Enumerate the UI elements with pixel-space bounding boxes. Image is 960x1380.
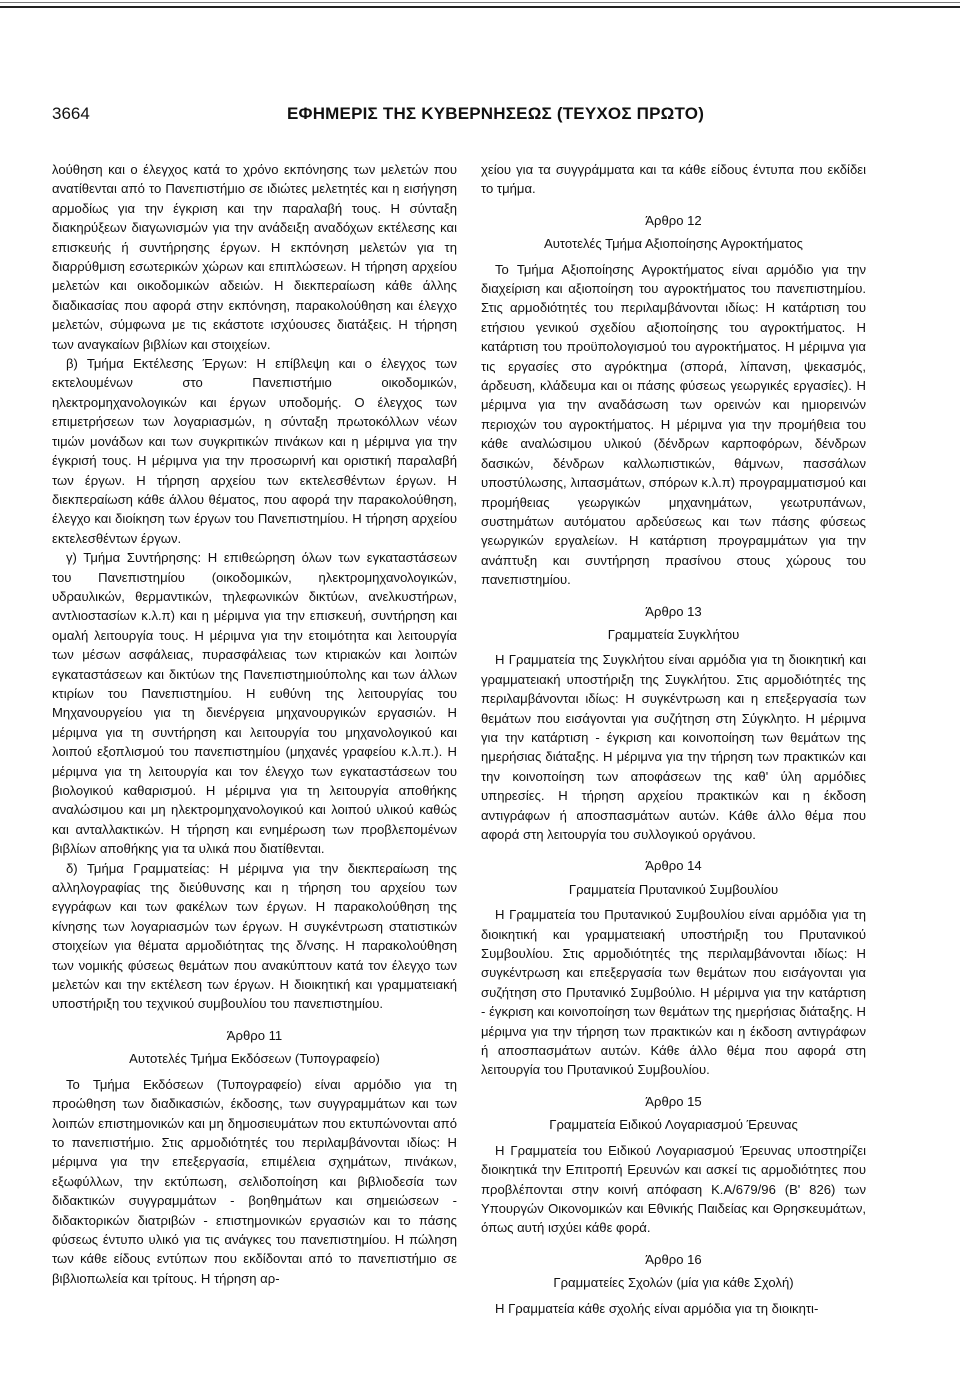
article-title: Γραμματεία Ειδικού Λογαριασμού Έρευνας — [549, 1117, 798, 1133]
article-title: Αυτοτελές Τμήμα Αξιοποίησης Αγροκτήματος — [544, 236, 803, 252]
article-heading: Άρθρο 16 — [645, 1251, 702, 1267]
right-column — [481, 160, 866, 1318]
paragraph: Η Γραμματεία του Πρυτανικού Συμβουλίου είναι αρμόδια για τη διοικητική και γραμματειακή υποστήριξη του Πρυτανικού Συμβουλίου. Στις αρμοδιότητές της περιλαμβάνονται ιδίως: Η συγκέντρωση και επεξεργασία των θεμάτων που εισάγονται για συζήτηση στο Πρυτανικό Συμβούλιο. Η μέριμνα για την κατάρτιση - έγκριση και κοινοποίηση των θεμάτων της ημερήσιας διάταξης. Η μέριμνα για την τήρηση των πρακτικών και η έκδοση αντιγράφων ή αποσπασμάτων αυτών. Κάθε άλλο θέμα που αφορά στη λειτουργία του Πρυτανικού Συμβουλίου. — [481, 907, 866, 1078]
paragraph: β) Τμήμα Εκτέλεσης Έργων: Η επίβλεψη και ο έλεγχος των εκτελουμένων στο Πανεπιστήμιο οικοδομικών, ηλεκτρομηχανολογικών και έργων υποδομής. Ο έλεγχος των επιμετρήσεων των λογαριασμών, η σύνταξη πρωτοκόλλων νέων τιμών μονάδων και των συγκριτικών πινάκων και η μέριμνα για την έγκρισή τους. Η μέριμνα για την προσωρινή και οριστική παραλαβή των έργων. Η τήρηση αρχείου των εκτελεσθέντων έργων. Η διεκπεραίωση κάθε άλλου θέματος, που αφορά την παρακολούθηση, έλεγχο και διοίκηση των έργων του Πανεπιστημίου. Η τήρηση αρχείου εκτελεσθέντων έργων. — [52, 356, 457, 546]
paragraph: χείου για τα συγγράμματα και τα κάθε είδους έντυπα που εκδίδει το τμήμα. — [481, 162, 866, 197]
article-heading: Άρθρο 12 — [645, 212, 702, 228]
left-column — [52, 160, 457, 1288]
article-title: Γραμματείες Σχολών (μία για κάθε Σχολή) — [553, 1275, 794, 1291]
article-heading: Άρθρο 14 — [645, 858, 702, 874]
article-heading: Άρθρο 13 — [645, 603, 702, 619]
page-header — [52, 104, 912, 134]
top-edge-line — [0, 2, 960, 3]
paragraph: λούθηση και ο έλεγχος κατά το χρόνο εκπόνησης των μελετών που ανατίθενται από το Πανεπιστήμιο σε ιδιώτες μελετητές και η εισήγηση αρμοδίως για την έγκριση και την παραλαβή τους. Η σύνταξη διακηρύξεων διαγωνισμών για την ανάδειξη αναδόχων εκτέλεσης και επισκευής ή συντήρησης έργων. Η εκπόνηση μελετών για τη διαρρύθμιση εσωτερικών χώρων και επιπλώσεων. Η τήρηση αρχείου μελετών και οικοδομικών αδειών. Η διεκπεραίωση κάθε άλλης διαδικασίας που αφορά στην εκπόνηση, παρακολούθηση και έλεγχο μελετών, σύμφωνα με τις εκάστοτε ισχύουσες διατάξεις. Η τήρηση των αναγκαίων βιβλίων και στοιχείων. — [52, 162, 457, 352]
page-number: 3664 — [52, 104, 90, 123]
running-title: ΕΦΗΜΕΡΙΣ ΤΗΣ ΚΥΒΕΡΝΗΣΕΩΣ (ΤΕΥΧΟΣ ΠΡΩΤΟ) — [287, 104, 705, 123]
article-heading: Άρθρο 11 — [226, 1027, 283, 1043]
paragraph: Το Τμήμα Αξιοποίησης Αγροκτήματος είναι αρμόδιο για την διαχείριση και αξιοποίηση του αγροκτήματος του πανεπιστημίου. Στις αρμοδιότητές του περιλαμβάνονται ιδίως: Η κατάρτιση του ετήσιου γενικού σχεδίου αξιοποίησης του αγροκτήματος. Η κατάρτιση του προϋπολογισμού του αγροκτήματος. Η μέριμνα για τις εργασίες στο αγρόκτημα (σπορά, λίπανση, ψεκασμός, άρδευση, κλάδευμα και οι πάσης φύσεως γεωργικές εργασίες). Η μέριμνα για την αναδάσωση των ορεινών και ημιορεινών περιοχών του αγροκτήματος. Η μέριμνα για την προμήθεια του κάθε αναλώσιμου υλικού (δένδρων καρποφόρων, δένδρων δασικών, δένδρων καλλωπιστικών, θάμνων, πασσάλων υποστύλωσης, λιπασμάτων, σπόρων κ.λ.π) προγραμματισμού και προμήθειας γεωργικών μηχανημάτων, γεωτρυπάνων, συστημάτων αυτόματου αρδεύσεως και των πάσης φύσεως γεωργικών εργαλείων. Η κατάρτιση προγραμμάτων για την ανάπτυξη και συντήρηση πρασίνου στους χώρους του πανεπιστημίου. — [481, 261, 866, 588]
paragraph: Η Γραμματεία του Ειδικού Λογαριασμού Έρευνας υποστηρίζει διοικητικά την Επιτροπή Ερευνών και ασκεί τις αρμοδιότητες που προβλέπονται στην κοινή απόφαση Κ.Α/679/96 (Β' 826) των Υπουργών Οικονομικών και Εθνικής Παιδείας και Θρησκευμάτων, όπως αυτή ισχύει κάθε φορά. — [481, 1142, 866, 1236]
top-rule — [0, 6, 960, 8]
paragraph: γ) Τμήμα Συντήρησης: Η επιθεώρηση όλων των εγκαταστάσεων του Πανεπιστημίου (οικοδομικών, ηλεκτρομηχανολογικών, υδραυλικών, θερμαντικών, τηλεφωνικών δικτύων, ανελκυστήρων, αντλιοστασίων κ.λ.π) και η μέριμνα για την επισκευή, συντήρηση και ομαλή λειτουργία τους. Η μέριμνα για την ετοιμότητα και λειτουργία των μέσων ασφάλειας, πυρασφάλειας των κτιριακών και λοιπών εγκαταστάσεων και δικτύων της Πανεπιστημιούπολης και των άλλων κτιρίων του Πανεπιστημίου. Η ευθύνη της λειτουργίας του Μηχανουργείου για τη διενέργεια μηχανουργικών εργασιών. Η μέριμνα για τη συντήρηση και λειτουργία του μηχανολογικού και λοιπού εξοπλισμού του πανεπιστημίου (μηχανές γραφείου κ.λ.π.). Η μέριμνα για τη λειτουργία και τον έλεγχο των εγκαταστάσεων του βιολογικού καθαρισμού. Η μέριμνα για τη λειτουργία αποθήκης αναλώσιμου και μη ηλεκτρομηχανολογικού και λοιπού υλικού καθώς και ανταλλακτικών. Η τήρηση και ενημέρωση των προβλεπομένων βιβλίων αποθήκης για τα υλικά που διατίθενται. — [52, 550, 457, 857]
paragraph: Το Τμήμα Εκδόσεων (Τυπογραφείο) είναι αρμόδιο για τη προώθηση των διαδικασιών, έκδοσης, των συγγραμμάτων και των λοιπών επιστημονικών και μη δημοσιευμάτων που εκτυπώνονται από το πανεπιστήμιο. Στις αρμοδιότητές του περιλαμβάνονται ιδίως: Η μέριμνα για την επεξεργασία, επιμέλεια σχημάτων, πινάκων, εξωφύλλων, την εκτύπωση, σελιδοποίηση και βιβλιοδεσία των διδακτικών συγγραμμάτων - βοηθημάτων και σημειώσεων - διδακτορικών διατριβών - επιστημονικών εργασιών και το πάσης φύσεως έντυπο υλικό για τις ανάγκες του πανεπιστημίου. Η πώληση των κάθε είδους εντύπων που εκδίδονται από το πανεπιστήμιο σε βιβλιοπωλεία και τρίτους. Η τήρηση αρ- — [52, 1076, 457, 1286]
article-title: Γραμματεία Συγκλήτου — [607, 626, 740, 642]
article-title: Αυτοτελές Τμήμα Εκδόσεων (Τυπογραφείο) — [129, 1051, 380, 1067]
paragraph: Η Γραμματεία κάθε σχολής είναι αρμόδια για τη διοικητι- — [495, 1300, 819, 1316]
article-heading: Άρθρο 15 — [645, 1093, 702, 1109]
paragraph: δ) Τμήμα Γραμματείας: Η μέριμνα για την διεκπεραίωση της αλληλογραφίας της διεύθυνσης και η τήρηση του αρχείου των εγγράφων και των φακέλων των έργων. Η παρακολούθηση της κίνησης των λογαριασμών των έργων. Η συγκέντρωση στατιστικών στοιχείων για θέματα αρμοδιότητας της δ/νσης. Η παρακολούθηση των νομικής φύσεως θεμάτων που ανακύπτουν κατά τον έλεγχο των μελετών και την εκτέλεση των έργων. Η διοικητική και γραμματειακή υποστήριξη του τεχνικού συμβουλίου του πανεπιστημίου. — [52, 860, 457, 1012]
article-title: Γραμματεία Πρυτανικού Συμβουλίου — [568, 881, 779, 897]
paragraph: Η Γραμματεία της Συγκλήτου είναι αρμόδια για τη διοικητική και γραμματειακή υποστήριξη της Συγκλήτου. Στις αρμοδιότητές της περιλαμβάνονται ιδίως: Η συγκέντρωση και η επεξεργασία των θεμάτων που εισάγονται για συζήτηση στη Σύγκλητο. Η μέριμνα για την κατάρτιση - έγκριση και κοινοποίηση των θεμάτων της ημερήσιας διάταξης. Η μέριμνα για την τήρηση των πρακτικών και την κοινοποίηση των αποφάσεων της καθ' ύλη αρμόδιες υπηρεσίες. Η τήρηση αρχείου πρακτικών και η έκδοση αντιγράφων ή αποσπασμάτων αυτών. Κάθε άλλο θέμα που αφορά στη λειτουργία του συλλογικού οργάνου. — [481, 652, 866, 842]
